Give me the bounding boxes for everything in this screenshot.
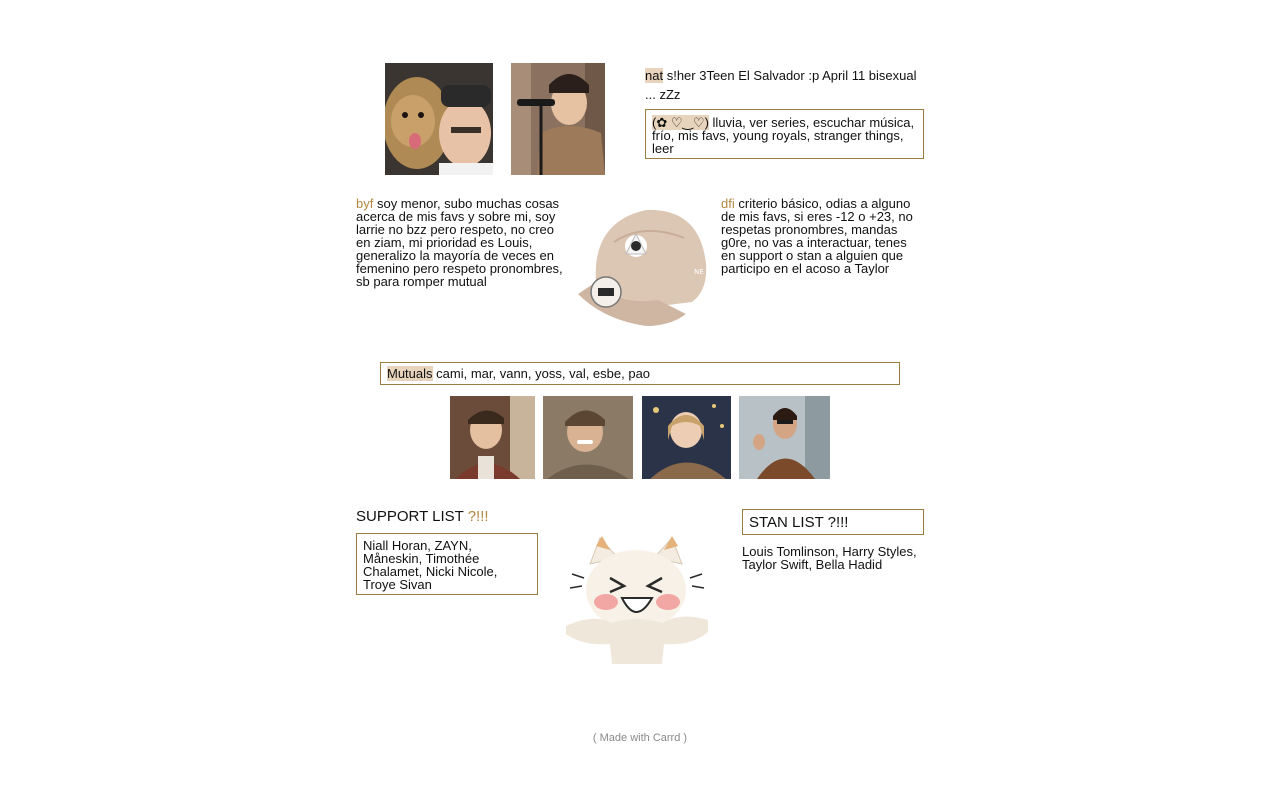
photo-harry-singing xyxy=(511,63,605,175)
byf-text: soy menor, subo muchas cosas acerca de mis favs y sobre mi, soy larrie no bzz pero respeto, no creo en ziam, mi prioridad es Louis, generalizo la mayoría de veces en femenino pero respeto pronombres, sb para romper mutual xyxy=(356,196,563,289)
photo-louis-with-dog xyxy=(385,63,493,175)
byf-section xyxy=(356,197,568,288)
stan-list-title-box xyxy=(742,509,924,535)
support-list-text: Niall Horan, ZAYN, Måneskin, Timothée Chalamet, Nicki Nicole, Troye Sivan xyxy=(363,538,498,592)
dfi-section xyxy=(721,197,921,275)
name-tag: nat xyxy=(645,68,664,83)
support-title-accent: ?!!! xyxy=(467,508,489,525)
support-title-text: SUPPORT LIST xyxy=(356,508,464,525)
mutuals-label: Mutuals xyxy=(387,366,433,381)
byf-tag: byf xyxy=(356,196,374,211)
photo-harry-apron xyxy=(450,396,535,479)
support-list-box xyxy=(356,533,538,595)
made-with-carrd-link[interactable]: ( Made with Carrd ) xyxy=(592,732,688,744)
kaomoji: (✿ ♡‿♡) xyxy=(652,115,709,130)
mutuals-names: cami, mar, vann, yoss, val, esbe, pao xyxy=(436,366,651,381)
dfi-text: criterio básico, odias a alguno de mis favs, si eres -12 o +23, no respetas pronombres, mandas g0re, no vas a interactuar, tenes en support o stan a alguien que participo en el acoso a Taylor xyxy=(721,196,913,276)
photo-taylor xyxy=(642,396,731,479)
mutuals-box xyxy=(380,362,900,385)
photo-louis-smiling xyxy=(543,396,633,479)
interests-text: lluvia, ver series, escuchar música, frío, mis favs, young royals, stranger things, leer xyxy=(652,115,915,156)
cat-mascot-image xyxy=(562,534,712,664)
interests-box xyxy=(645,109,924,159)
cap-image xyxy=(574,202,714,332)
intro-description: s!her 3Teen El Salvador :p April 11 bisexual ... zZz xyxy=(645,68,917,102)
photo-bella xyxy=(739,396,830,479)
stan-list-text: Louis Tomlinson, Harry Styles, Taylor Swift, Bella Hadid xyxy=(742,544,917,572)
svg-text:NE: NE xyxy=(694,268,704,276)
dfi-tag: dfi xyxy=(721,196,735,211)
intro-text xyxy=(645,66,930,104)
support-list-title xyxy=(356,509,489,524)
stan-list-title: STAN LIST ?!!! xyxy=(749,514,849,531)
